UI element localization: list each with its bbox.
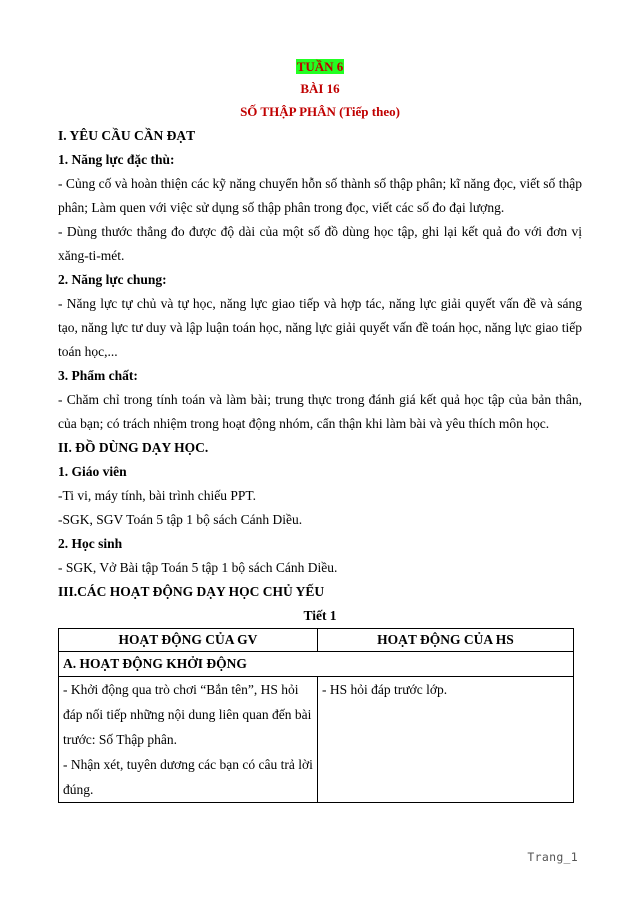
subheading-students: 2. Học sinh — [58, 536, 123, 551]
section-heading-materials: II. ĐỒ DÙNG DẠY HỌC. — [58, 440, 209, 455]
lesson-label: BÀI 16 — [300, 81, 340, 96]
period-label: Tiết 1 — [303, 608, 337, 623]
lesson-title: SỐ THẬP PHÂN (Tiếp theo) — [240, 104, 400, 119]
column-header-teacher: HOẠT ĐỘNG CỦA GV — [59, 629, 318, 652]
teacher-activity-text: - Khởi động qua trò chơi “Bắn tên”, HS hỏi đáp nối tiếp những nội dung liên quan đến bài trước: Số Thập phân. — [63, 682, 312, 747]
student-activity-cell: - HS hỏi đáp trước lớp. — [318, 677, 574, 803]
teacher-activity-cell — [59, 677, 318, 803]
document-page — [58, 56, 582, 803]
activities-table — [58, 628, 574, 803]
paragraph: - Năng lực tự chủ và tự học, năng lực giao tiếp và hợp tác, năng lực giải quyết vấn đề và sáng tạo, năng lực tư duy và lập luận toán học, năng lực giải quyết vấn đề toán học, năng lực giao tiếp toán học,... — [58, 296, 582, 359]
paragraph: -SGK, SGV Toán 5 tập 1 bộ sách Cánh Diều. — [58, 512, 303, 527]
subheading-specific-competence: 1. Năng lực đặc thù: — [58, 152, 175, 167]
table-row — [59, 677, 574, 803]
paragraph: - Dùng thước thẳng đo được độ dài của một số đồ dùng học tập, ghi lại kết quả đo với đơn vị xăng-ti-mét. — [58, 224, 582, 263]
paragraph: - Củng cố và hoàn thiện các kỹ năng chuyển hỗn số thành số thập phân; kĩ năng đọc, viết số thập phân; Làm quen với việc sử dụng số thập phân trong đọc, viết các số đo đại lượng. — [58, 176, 582, 215]
section-heading-activities: III.CÁC HOẠT ĐỘNG DẠY HỌC CHỦ YẾU — [58, 584, 325, 599]
table-header-row — [59, 629, 574, 652]
paragraph: -Ti vi, máy tính, bài trình chiếu PPT. — [58, 488, 256, 503]
paragraph: - Chăm chỉ trong tính toán và làm bài; trung thực trong đánh giá kết quả học tập của bản thân, của bạn; có trách nhiệm trong hoạt động nhóm, cẩn thận khi làm bài và yêu thích môn học. — [58, 392, 582, 431]
week-label: TUẦN 6 — [296, 59, 344, 74]
subheading-general-competence: 2. Năng lực chung: — [58, 272, 167, 287]
paragraph: - SGK, Vở Bài tập Toán 5 tập 1 bộ sách Cánh Diều. — [58, 560, 338, 575]
teacher-activity-text: - Nhận xét, tuyên dương các bạn có câu trả lời đúng. — [63, 757, 313, 797]
section-warmup-label: A. HOẠT ĐỘNG KHỞI ĐỘNG — [59, 652, 574, 677]
section-heading-requirements: I. YÊU CẦU CẦN ĐẠT — [58, 128, 196, 143]
column-header-student: HOẠT ĐỘNG CỦA HS — [318, 629, 574, 652]
subheading-qualities: 3. Phẩm chất: — [58, 368, 138, 383]
page-number: Trang_1 — [527, 850, 578, 864]
table-section-row — [59, 652, 574, 677]
subheading-teacher: 1. Giáo viên — [58, 464, 127, 479]
